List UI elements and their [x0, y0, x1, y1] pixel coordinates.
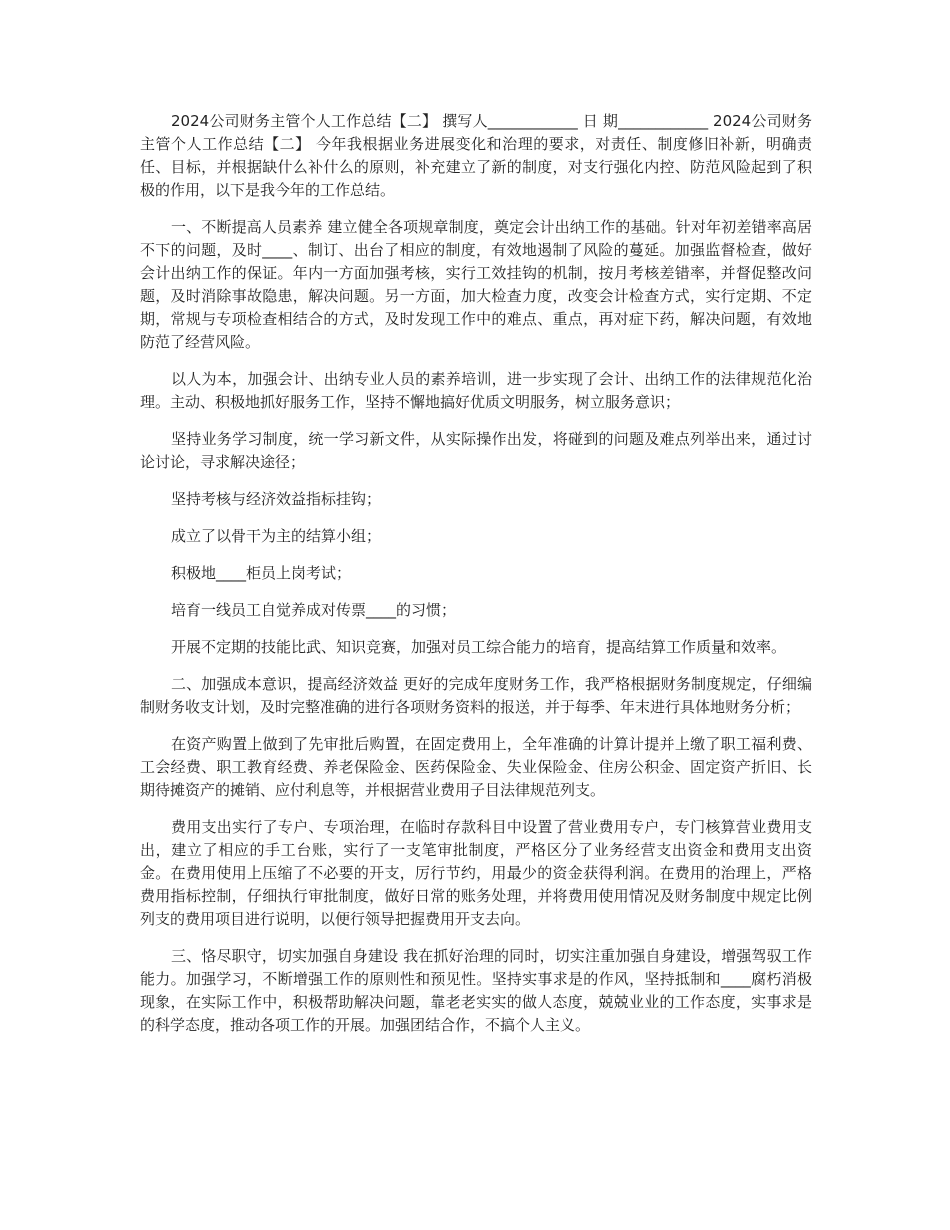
teller-exam-paragraph: 积极地____柜员上岗考试； [171, 564, 352, 582]
section-one-paragraph: 一、不断提高人员素养 建立健全各项规章制度，奠定会计出纳工作的基础。针对年初差错率高居不下的问题，及时____、制订、出台了相应的制度，有效地遏制了风险的蔓延。加强监督检查，做好会计出纳工作的保证。年内一方面加强考核，实行工效挂钩的机制，按月考核差错率，并督促整改问题，及时消除事故隐患，解决问题。另一方面，加大检查力度，改变会计检查方式，实行定期、不定期，常规与专项检查相结合的方式，及时发现工作中的难点、重点，再对症下药，解决问题，有效地防范了经营风险。 [140, 218, 812, 351]
assessment-paragraph: 坚持考核与经济效益指标挂钩； [171, 490, 382, 508]
study-paragraph: 坚持业务学习制度，统一学习新文件，从实际操作出发，将碰到的问题及难点列举出来，通过讨论讨论，寻求解决途径； [140, 430, 812, 471]
intro-paragraph: 2024公司财务主管个人工作总结【二】 撰写人____________ 日 期____________ 2024公司财务主管个人工作总结【二】 今年我根据业务进展变化和治理的要求，对责任、制度修旧补新，明确责任、目标，并根据缺什么补什么的原则，补充建立了新的制度，对支行强化内控、防范风险起到了积极的作用，以下是我今年的工作总结。 [140, 112, 812, 199]
voucher-habit-paragraph: 培育一线员工自觉养成对传票____的习惯； [171, 601, 457, 619]
settlement-group-paragraph: 成立了以骨干为主的结算小组； [171, 527, 382, 545]
section-two-paragraph: 二、加强成本意识，提高经济效益 更好的完成年度财务工作，我严格根据财务制度规定，仔细编制财务收支计划，及时完整准确的进行各项财务资料的报送，并于每季、年末进行具体地财务分析； [140, 675, 812, 716]
training-paragraph: 以人为本，加强会计、出纳专业人员的素养培训，进一步实现了会计、出纳工作的法律规范化治理。主动、积极地抓好服务工作，坚持不懈地搞好优质文明服务，树立服务意识； [140, 370, 812, 411]
competition-paragraph: 开展不定期的技能比武、知识竞赛，加强对员工综合能力的培育，提高结算工作质量和效率。 [171, 638, 787, 656]
expense-management-paragraph: 费用支出实行了专户、专项治理，在临时存款科目中设置了营业费用专户，专门核算营业费用支出，建立了相应的手工台账，实行了一支笔审批制度，严格区分了业务经营支出资金和费用支出资金。在费用使用上压缩了不必要的开支，厉行节约，用最少的资金获得利润。在费用的治理上，严格费用指标控制，仔细执行审批制度，做好日常的账务处理，并将费用使用情况及财务制度中规定比例列支的费用项目进行说明，以便行领导把握费用开支去向。 [140, 818, 812, 928]
document-page [140, 110, 812, 1051]
section-three-paragraph: 三、恪尽职守，切实加强自身建设 我在抓好治理的同时，切实注重加强自身建设，增强驾驭工作能力。加强学习，不断增强工作的原则性和预见性。坚持实事求是的作风，坚持抵制和____腐朽消极现象，在实际工作中，积极帮助解决问题，靠老老实实的做人态度，兢兢业业的工作态度，实事求是的科学态度，推动各项工作的开展。加强团结合作，不搞个人主义。 [140, 947, 812, 1034]
asset-purchase-paragraph: 在资产购置上做到了先审批后购置，在固定费用上，全年准确的计算计提并上缴了职工福利费、工会经费、职工教育经费、养老保险金、医药保险金、失业保险金、住房公积金、固定资产折旧、长期待摊资产的摊销、应付利息等，并根据营业费用子目法律规范列支。 [140, 735, 812, 799]
